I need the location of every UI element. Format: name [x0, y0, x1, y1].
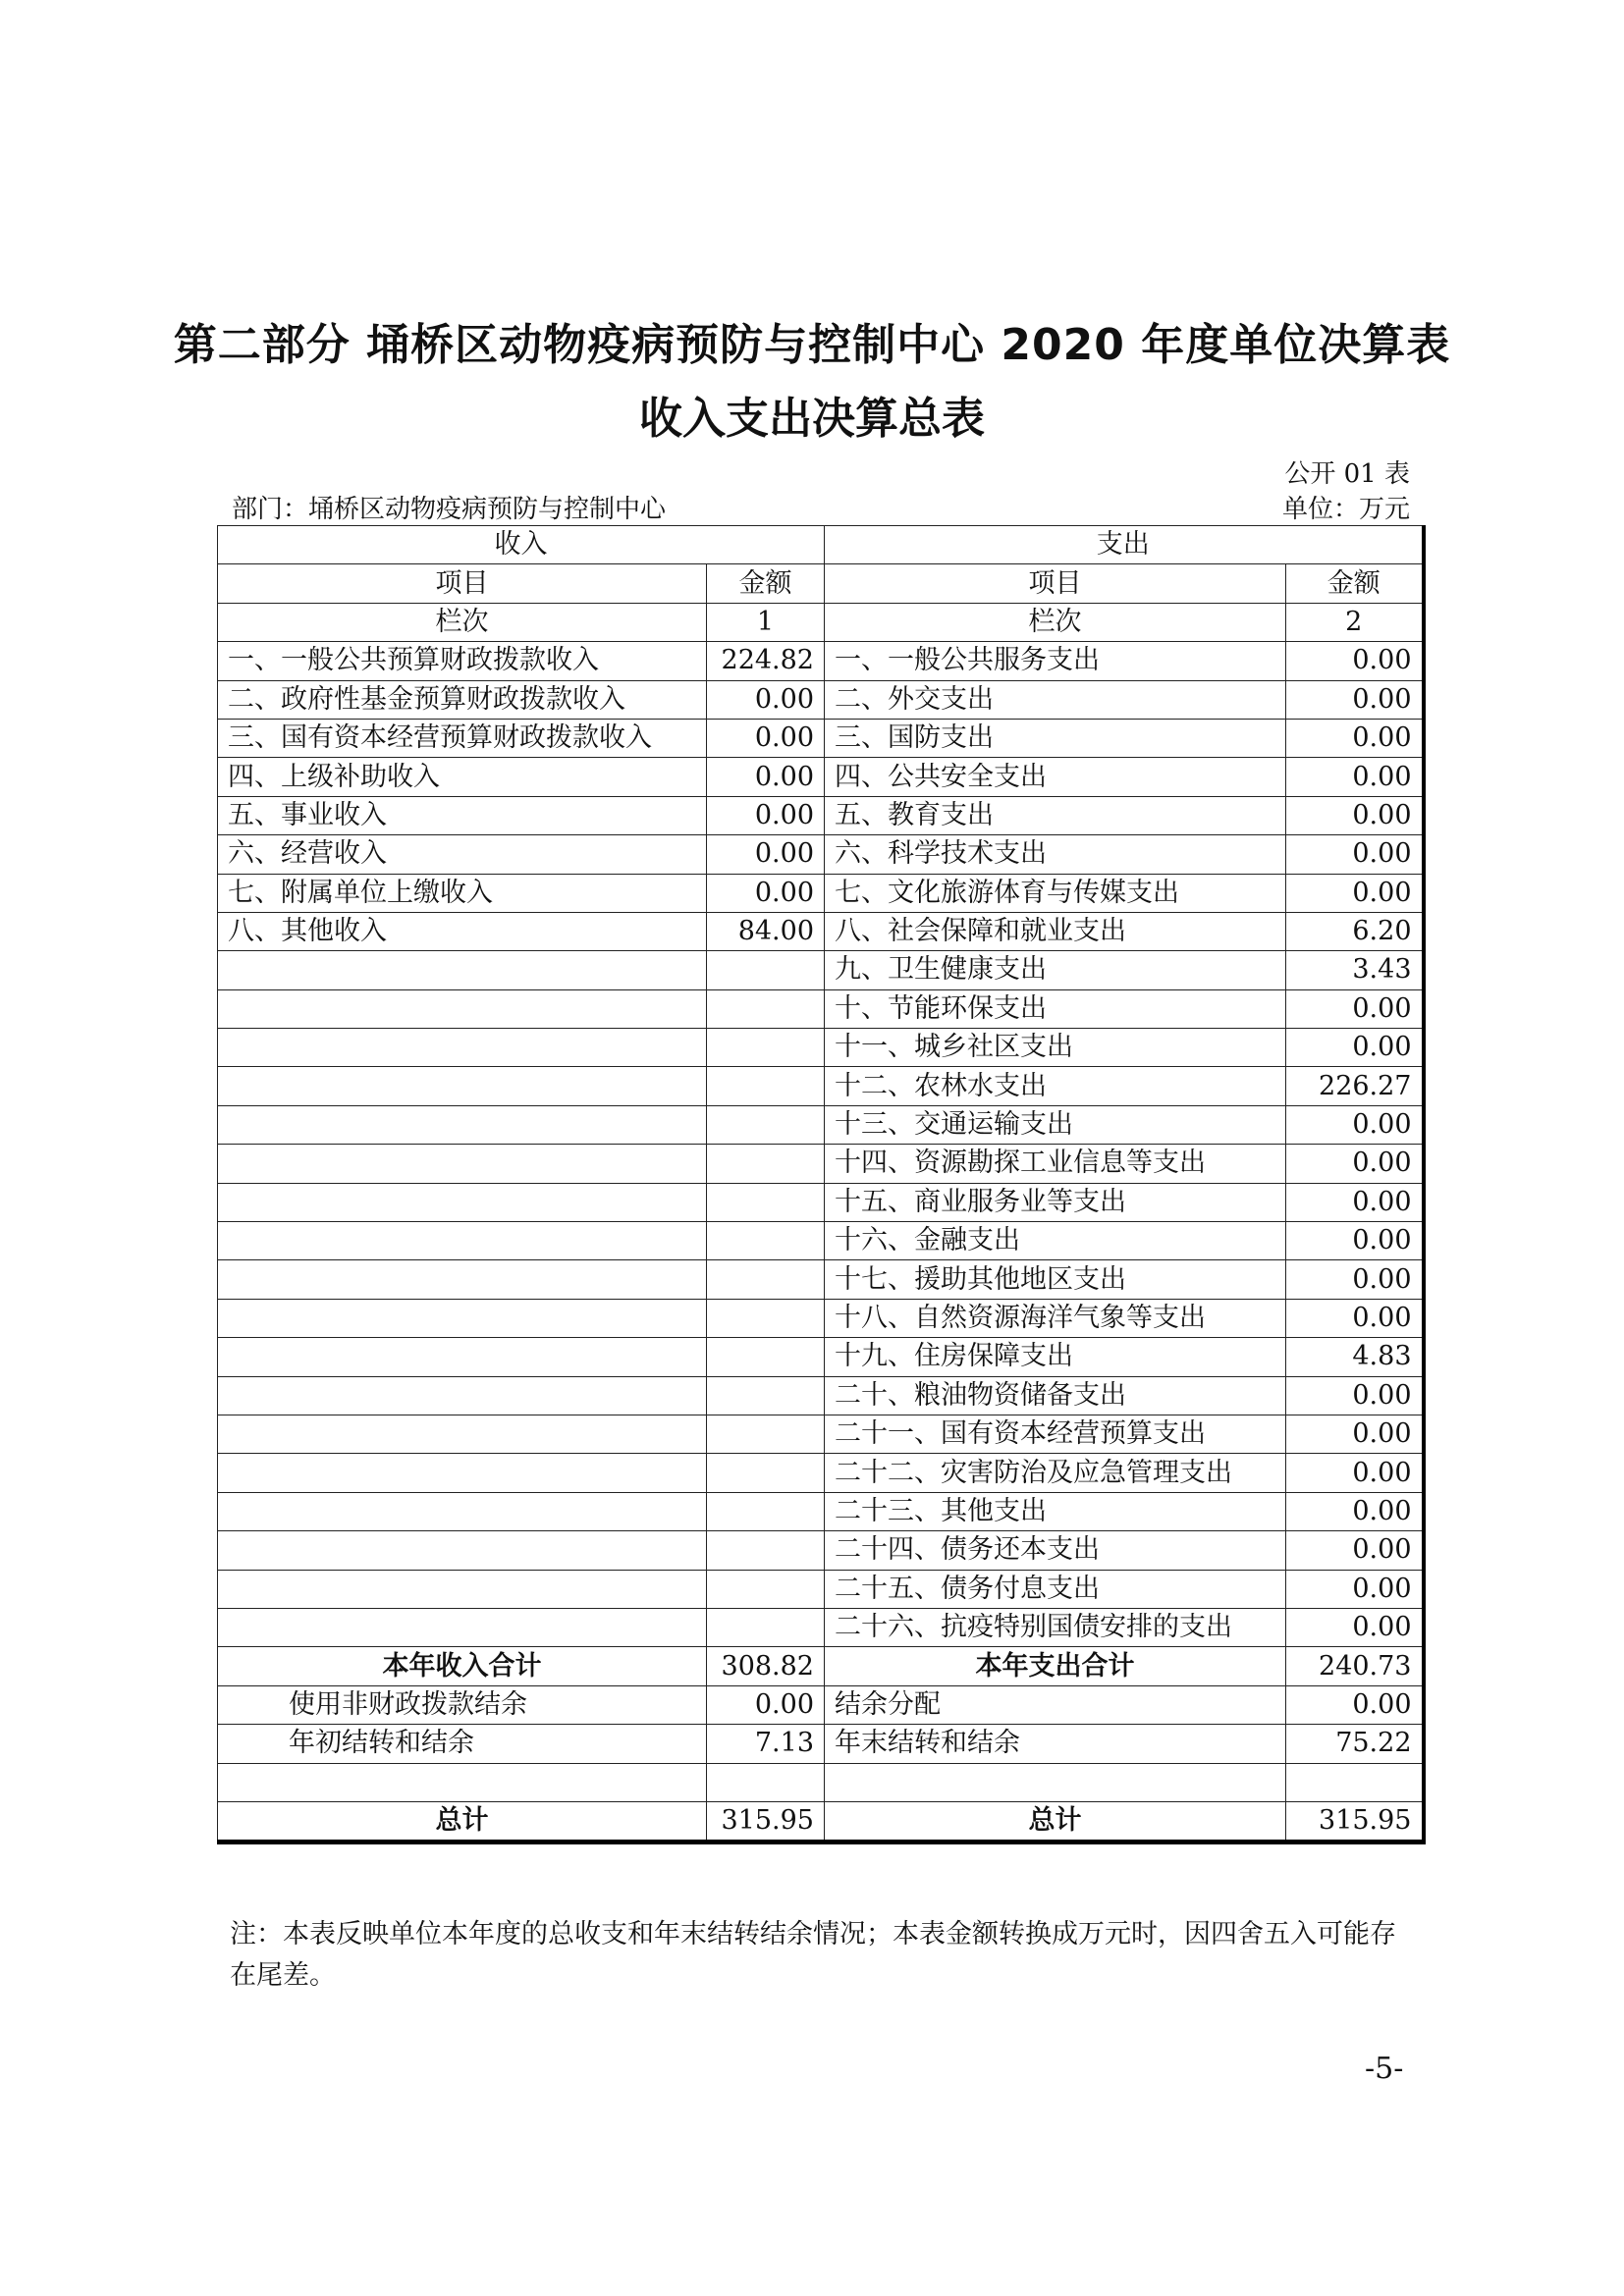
expense-item: 十、节能环保支出 — [825, 989, 1286, 1028]
table-row — [218, 1260, 1424, 1299]
income-item: 三、国有资本经营预算财政拨款收入 — [218, 719, 707, 757]
empty-cell — [218, 1763, 707, 1801]
expense-amount: 0.00 — [1286, 680, 1424, 719]
table-row — [218, 1570, 1424, 1608]
income-item: 八、其他收入 — [218, 912, 707, 950]
expense-item: 十五、商业服务业等支出 — [825, 1183, 1286, 1221]
table-row — [218, 1029, 1424, 1067]
expense-amount: 75.22 — [1286, 1725, 1424, 1763]
expense-amount: 0.00 — [1286, 1145, 1424, 1183]
expense-amount: 0.00 — [1286, 1531, 1424, 1570]
expense-item: 一、一般公共服务支出 — [825, 642, 1286, 680]
column-no-label: 栏次 — [825, 603, 1286, 641]
page-number: -5- — [1365, 2052, 1404, 2086]
expense-item: 六、科学技术支出 — [825, 835, 1286, 874]
expense-amount: 0.00 — [1286, 835, 1424, 874]
income-amount — [707, 1183, 825, 1221]
table-row — [218, 1531, 1424, 1570]
income-item — [218, 1492, 707, 1530]
expense-amount: 0.00 — [1286, 642, 1424, 680]
expense-amount: 0.00 — [1286, 1608, 1424, 1646]
expense-item: 十三、交通运输支出 — [825, 1105, 1286, 1144]
table-row — [218, 1685, 1424, 1724]
table-row — [218, 835, 1424, 874]
income-item — [218, 1145, 707, 1183]
expense-item: 二十四、债务还本支出 — [825, 1531, 1286, 1570]
year-expense-total: 240.73 — [1286, 1647, 1424, 1685]
income-amount — [707, 1299, 825, 1337]
expense-amount: 0.00 — [1286, 796, 1424, 834]
expense-amount-header: 金额 — [1286, 564, 1424, 603]
expense-item: 七、文化旅游体育与传媒支出 — [825, 874, 1286, 912]
section-header-row — [218, 526, 1424, 564]
expense-item: 二十二、灾害防治及应急管理支出 — [825, 1454, 1286, 1492]
income-amount — [707, 1531, 825, 1570]
blank-row — [218, 1763, 1424, 1801]
grand-expense-total-label: 总计 — [825, 1801, 1286, 1842]
table-row — [218, 912, 1424, 950]
expense-amount: 226.27 — [1286, 1067, 1424, 1105]
income-item — [218, 1183, 707, 1221]
income-amount — [707, 989, 825, 1028]
table-number: 公开 01 表 — [1284, 459, 1410, 489]
table-row — [218, 1299, 1424, 1337]
income-amount — [707, 1029, 825, 1067]
income-amount — [707, 1338, 825, 1376]
expense-amount: 0.00 — [1286, 1376, 1424, 1415]
income-item: 七、附属单位上缴收入 — [218, 874, 707, 912]
expense-header: 支出 — [825, 526, 1424, 564]
income-amount — [707, 1570, 825, 1608]
income-item — [218, 1105, 707, 1144]
year-income-total: 308.82 — [707, 1647, 825, 1685]
expense-item: 三、国防支出 — [825, 719, 1286, 757]
table-row — [218, 989, 1424, 1028]
income-item: 年初结转和结余 — [218, 1725, 707, 1763]
income-expense-table — [217, 525, 1426, 1844]
income-amount — [707, 1067, 825, 1105]
table-row — [218, 1067, 1424, 1105]
expense-amount: 0.00 — [1286, 1183, 1424, 1221]
expense-amount: 0.00 — [1286, 1685, 1424, 1724]
income-amount: 0.00 — [707, 1685, 825, 1724]
grand-income-total-label: 总计 — [218, 1801, 707, 1842]
column-number-row — [218, 603, 1424, 641]
income-item: 一、一般公共预算财政拨款收入 — [218, 642, 707, 680]
expense-item: 结余分配 — [825, 1685, 1286, 1724]
expense-item: 年末结转和结余 — [825, 1725, 1286, 1763]
table-row — [218, 796, 1424, 834]
income-item: 使用非财政拨款结余 — [218, 1685, 707, 1724]
page-title: 第二部分 埇桥区动物疫病预防与控制中心 2020 年度单位决算表 — [173, 320, 1451, 370]
expense-item: 十四、资源勘探工业信息等支出 — [825, 1145, 1286, 1183]
expense-amount: 0.00 — [1286, 1415, 1424, 1453]
expense-amount: 4.83 — [1286, 1338, 1424, 1376]
income-amount: 0.00 — [707, 680, 825, 719]
year-total-row — [218, 1647, 1424, 1685]
income-amount — [707, 1454, 825, 1492]
unit-label: 单位：万元 — [1281, 495, 1410, 524]
empty-cell — [707, 1763, 825, 1801]
income-amount — [707, 1415, 825, 1453]
expense-item: 二十一、国有资本经营预算支出 — [825, 1415, 1286, 1453]
expense-item: 八、社会保障和就业支出 — [825, 912, 1286, 950]
table-row — [218, 680, 1424, 719]
expense-amount: 0.00 — [1286, 1492, 1424, 1530]
income-item — [218, 951, 707, 989]
table-row — [218, 1338, 1424, 1376]
expense-item: 二十、粮油物资储备支出 — [825, 1376, 1286, 1415]
table-row — [218, 1183, 1424, 1221]
expense-amount: 0.00 — [1286, 1570, 1424, 1608]
department-label: 部门：埇桥区动物疫病预防与控制中心 — [232, 495, 667, 524]
income-amount: 84.00 — [707, 912, 825, 950]
expense-amount: 0.00 — [1286, 1260, 1424, 1299]
income-item — [218, 1376, 707, 1415]
expense-item: 二十五、债务付息支出 — [825, 1570, 1286, 1608]
expense-amount: 6.20 — [1286, 912, 1424, 950]
expense-item: 二十六、抗疫特别国债安排的支出 — [825, 1608, 1286, 1646]
income-amount — [707, 1376, 825, 1415]
expense-item: 二、外交支出 — [825, 680, 1286, 719]
expense-amount: 3.43 — [1286, 951, 1424, 989]
table-row — [218, 1222, 1424, 1260]
income-header: 收入 — [218, 526, 825, 564]
income-amount-header: 金额 — [707, 564, 825, 603]
grand-total-row — [218, 1801, 1424, 1842]
table-row — [218, 1725, 1424, 1763]
income-item — [218, 1608, 707, 1646]
table-row — [218, 951, 1424, 989]
expense-amount: 0.00 — [1286, 1222, 1424, 1260]
income-item: 二、政府性基金预算财政拨款收入 — [218, 680, 707, 719]
expense-item: 五、教育支出 — [825, 796, 1286, 834]
income-item — [218, 1029, 707, 1067]
income-amount: 0.00 — [707, 796, 825, 834]
income-item — [218, 1067, 707, 1105]
income-item — [218, 989, 707, 1028]
expense-amount: 0.00 — [1286, 989, 1424, 1028]
column-header-row — [218, 564, 1424, 603]
column-no-label: 栏次 — [218, 603, 707, 641]
income-item — [218, 1531, 707, 1570]
income-amount: 0.00 — [707, 874, 825, 912]
income-amount — [707, 1105, 825, 1144]
expense-item: 十二、农林水支出 — [825, 1067, 1286, 1105]
expense-item: 二十三、其他支出 — [825, 1492, 1286, 1530]
income-column-no: 1 — [707, 603, 825, 641]
empty-cell — [825, 1763, 1286, 1801]
expense-amount: 0.00 — [1286, 1299, 1424, 1337]
grand-income-total: 315.95 — [707, 1801, 825, 1842]
table-row — [218, 642, 1424, 680]
table-row — [218, 1454, 1424, 1492]
expense-amount: 0.00 — [1286, 1029, 1424, 1067]
table-row — [218, 1376, 1424, 1415]
income-item — [218, 1299, 707, 1337]
income-amount — [707, 1260, 825, 1299]
expense-column-no: 2 — [1286, 603, 1424, 641]
table-row — [218, 719, 1424, 757]
expense-item: 十一、城乡社区支出 — [825, 1029, 1286, 1067]
table-title: 收入支出决算总表 — [639, 394, 985, 444]
income-item — [218, 1222, 707, 1260]
income-item: 六、经营收入 — [218, 835, 707, 874]
income-amount — [707, 1492, 825, 1530]
income-amount: 0.00 — [707, 835, 825, 874]
income-item-header: 项目 — [218, 564, 707, 603]
income-item — [218, 1415, 707, 1453]
expense-item-header: 项目 — [825, 564, 1286, 603]
income-amount — [707, 951, 825, 989]
expense-amount: 0.00 — [1286, 758, 1424, 796]
footnote: 注：本表反映单位本年度的总收支和年末结转结余情况；本表金额转换成万元时，因四舍五入可能存在尾差。 — [230, 1919, 1396, 1991]
table-row — [218, 1105, 1424, 1144]
income-item: 五、事业收入 — [218, 796, 707, 834]
income-amount — [707, 1145, 825, 1183]
expense-item: 十七、援助其他地区支出 — [825, 1260, 1286, 1299]
income-amount: 0.00 — [707, 719, 825, 757]
year-income-total-label: 本年收入合计 — [218, 1647, 707, 1685]
expense-amount: 0.00 — [1286, 719, 1424, 757]
empty-cell — [1286, 1763, 1424, 1801]
expense-item: 四、公共安全支出 — [825, 758, 1286, 796]
expense-item: 十九、住房保障支出 — [825, 1338, 1286, 1376]
income-amount: 7.13 — [707, 1725, 825, 1763]
table-row — [218, 758, 1424, 796]
income-item: 四、上级补助收入 — [218, 758, 707, 796]
year-expense-total-label: 本年支出合计 — [825, 1647, 1286, 1685]
expense-item: 十八、自然资源海洋气象等支出 — [825, 1299, 1286, 1337]
table-row — [218, 1415, 1424, 1453]
income-amount — [707, 1222, 825, 1260]
income-item — [218, 1570, 707, 1608]
grand-expense-total: 315.95 — [1286, 1801, 1424, 1842]
income-item — [218, 1454, 707, 1492]
income-item — [218, 1260, 707, 1299]
income-amount: 0.00 — [707, 758, 825, 796]
expense-item: 十六、金融支出 — [825, 1222, 1286, 1260]
expense-amount: 0.00 — [1286, 874, 1424, 912]
income-amount: 224.82 — [707, 642, 825, 680]
table-row — [218, 874, 1424, 912]
table-row — [218, 1145, 1424, 1183]
expense-amount: 0.00 — [1286, 1454, 1424, 1492]
table-row — [218, 1608, 1424, 1646]
income-item — [218, 1338, 707, 1376]
expense-amount: 0.00 — [1286, 1105, 1424, 1144]
expense-item: 九、卫生健康支出 — [825, 951, 1286, 989]
table-row — [218, 1492, 1424, 1530]
income-amount — [707, 1608, 825, 1646]
